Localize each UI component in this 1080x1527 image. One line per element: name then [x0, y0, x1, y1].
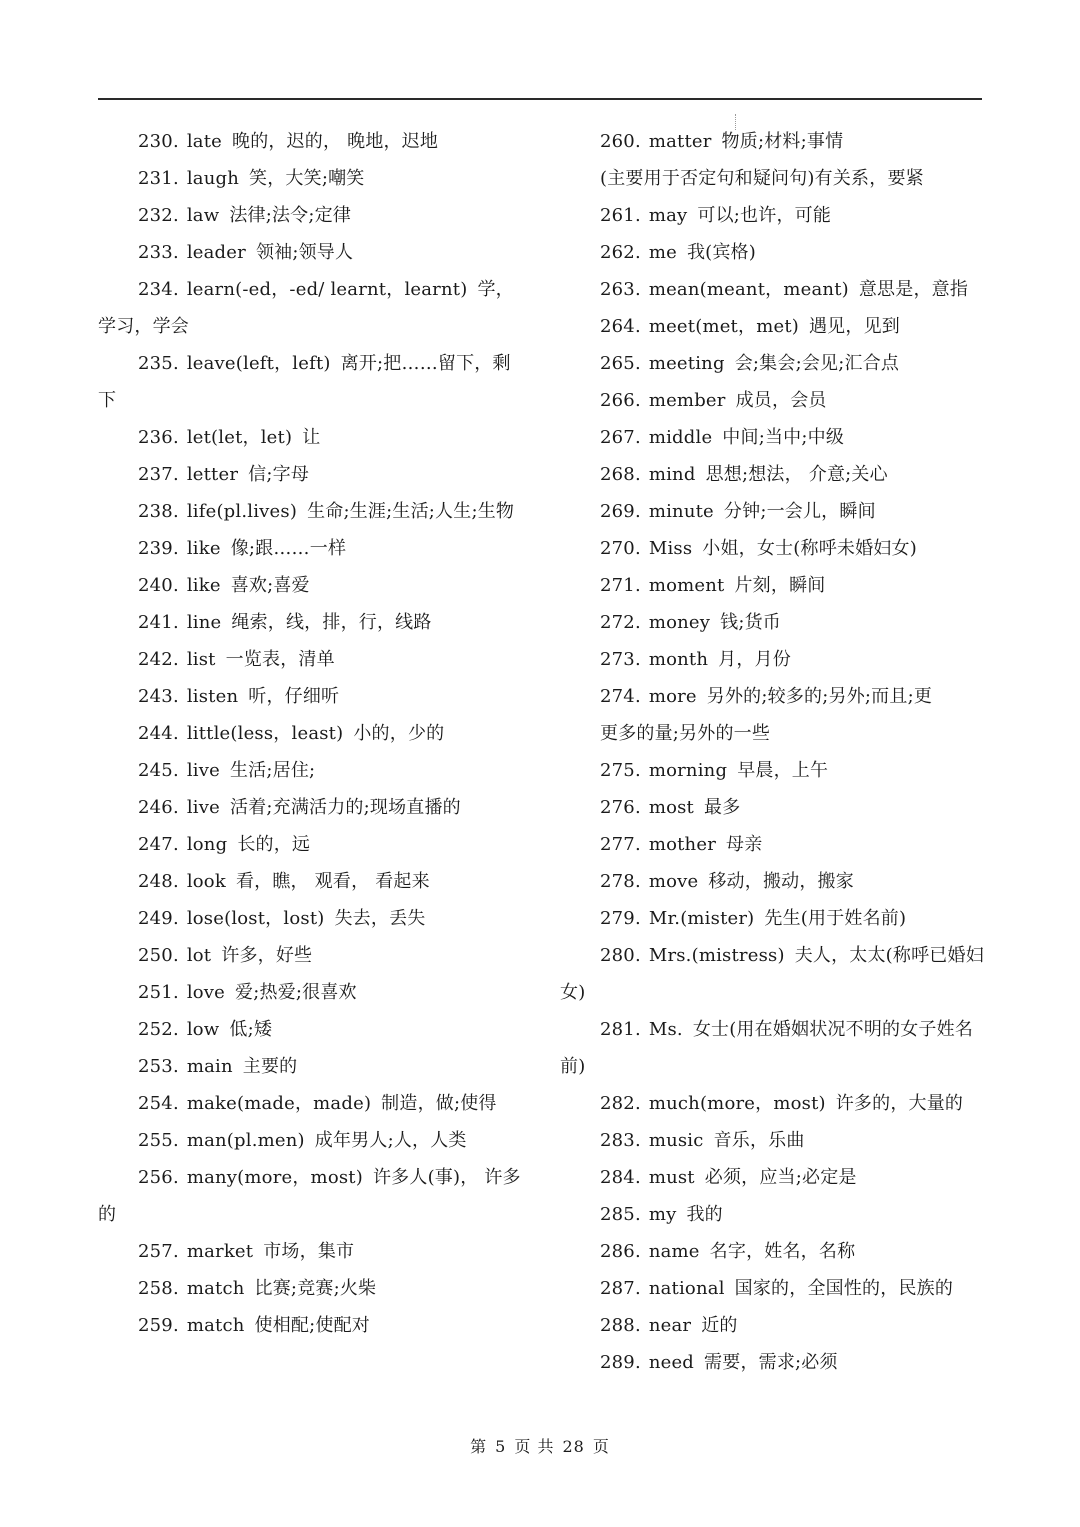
entry-word: leave(left，left): [186, 353, 331, 374]
vocab-entry: [560, 1159, 984, 1196]
entry-word: live: [186, 797, 220, 818]
entry-meaning: 早晨，上午: [737, 760, 829, 781]
entry-number: 255.: [138, 1130, 179, 1151]
entry-meaning: 会;集会;会见;汇合点: [734, 353, 900, 374]
vocab-entry: [560, 641, 984, 678]
entry-meaning: 爱;热爱;很喜欢: [235, 982, 357, 1003]
entry-word: like: [186, 575, 221, 596]
entry-number: 279.: [600, 908, 641, 929]
entry-meaning: 我的: [686, 1204, 723, 1225]
vocab-entry: [98, 641, 524, 678]
entry-word: list: [186, 649, 216, 670]
entry-number: 246.: [138, 797, 179, 818]
entry-meaning: 使相配;使配对: [254, 1315, 370, 1336]
entry-number: 251.: [138, 982, 179, 1003]
entry-meaning: 音乐，乐曲: [713, 1130, 805, 1151]
entry-word: month: [648, 649, 709, 670]
entry-word: more: [648, 686, 697, 707]
entry-word: look: [186, 871, 226, 892]
vocab-entry: [98, 715, 524, 752]
entry-number: 265.: [600, 353, 641, 374]
entry-meaning: 先生(用于姓名前): [764, 908, 907, 929]
entry-word: main: [186, 1056, 233, 1077]
entry-word: matter: [648, 131, 712, 152]
vocab-entry: [98, 1159, 524, 1233]
vocab-entry: [98, 493, 524, 530]
entry-meaning: 信;字母: [248, 464, 310, 485]
entry-word: most: [648, 797, 694, 818]
vocab-entry: [560, 863, 984, 900]
vocab-entry: [560, 604, 984, 641]
vocab-entry: [98, 271, 524, 345]
entry-meaning: 看，瞧， 观看， 看起来: [235, 871, 430, 892]
entry-word: line: [186, 612, 222, 633]
entry-number: 250.: [138, 945, 179, 966]
entry-meaning: 离开;把……留下，剩下: [98, 353, 511, 411]
entry-meaning: 夫人，太太(称呼已婚妇女): [560, 945, 984, 1003]
vocab-entry: [560, 1307, 984, 1344]
entry-word: mother: [648, 834, 717, 855]
entry-word: member: [648, 390, 726, 411]
entry-word: let(let，let): [186, 427, 293, 448]
entry-number: 270.: [600, 538, 641, 559]
entry-number: 268.: [600, 464, 641, 485]
entry-number: 243.: [138, 686, 179, 707]
vocab-entry: [560, 1011, 984, 1085]
entry-word: long: [186, 834, 228, 855]
entry-number: 239.: [138, 538, 179, 559]
entry-number: 266.: [600, 390, 641, 411]
entry-number: 237.: [138, 464, 179, 485]
vocab-entry: [560, 752, 984, 789]
page-footer: [0, 1434, 1080, 1457]
entry-word: near: [648, 1315, 692, 1336]
entry-meaning: 比赛;竞赛;火柴: [254, 1278, 377, 1299]
entry-number: 280.: [600, 945, 641, 966]
vocab-entry: [98, 1011, 524, 1048]
entry-number: 248.: [138, 871, 179, 892]
entry-number: 249.: [138, 908, 179, 929]
entry-word: love: [186, 982, 226, 1003]
entry-meaning: 活着;充满活力的;现场直播的: [229, 797, 461, 818]
vocab-entry: [560, 900, 984, 937]
entry-number: 263.: [600, 279, 641, 300]
vocab-entry: [560, 1270, 984, 1307]
entry-meaning: 让: [302, 427, 321, 448]
vocab-entry: [98, 1048, 524, 1085]
entry-meaning: 生命;生涯;生活;人生;生物: [307, 501, 515, 522]
entry-number: 242.: [138, 649, 179, 670]
entry-number: 236.: [138, 427, 179, 448]
entry-number: 287.: [600, 1278, 641, 1299]
entry-meaning: 笑，大笑;嘲笑: [249, 168, 365, 189]
vocab-entry: [98, 123, 524, 160]
entry-meaning: 思想;想法， 介意;关心: [705, 464, 888, 485]
entry-meaning: 许多人(事)， 许多的: [98, 1167, 521, 1225]
entry-number: 256.: [138, 1167, 179, 1188]
vocab-entry: [560, 567, 984, 604]
entry-meaning: 法律;法令;定律: [229, 205, 352, 226]
entry-word: like: [186, 538, 221, 559]
vocab-entry: [560, 160, 984, 197]
vocab-entry: [98, 678, 524, 715]
vocab-entry: [98, 1233, 524, 1270]
entry-word: lot: [186, 945, 212, 966]
vocab-entry: [560, 271, 984, 308]
entry-number: 241.: [138, 612, 179, 633]
vocab-entry: [98, 974, 524, 1011]
entry-word: move: [648, 871, 699, 892]
entry-word: Mr.(mister): [648, 908, 755, 929]
entry-meaning: 需要，需求;必须: [704, 1352, 838, 1373]
vocab-entry: [98, 900, 524, 937]
vocab-list-left: [98, 123, 524, 1344]
entry-meaning: 母亲: [726, 834, 763, 855]
entry-number: 273.: [600, 649, 641, 670]
entry-meaning: 遇见，见到: [808, 316, 900, 337]
vocab-entry: [560, 1122, 984, 1159]
entry-meaning: 物质;材料;事情: [721, 131, 844, 152]
entry-word: minute: [648, 501, 714, 522]
entry-number: 240.: [138, 575, 179, 596]
entry-word: little(less，least): [186, 723, 344, 744]
entry-word: need: [648, 1352, 695, 1373]
entry-meaning: 小姐，女士(称呼未婚妇女): [702, 538, 917, 559]
entry-word: make(made，made): [186, 1093, 372, 1114]
vocab-entry: [98, 530, 524, 567]
vocab-entry: [560, 345, 984, 382]
vocab-entry: [560, 234, 984, 271]
entry-number: 244.: [138, 723, 179, 744]
entry-meaning: 长的，远: [237, 834, 311, 855]
vocab-entry: [560, 419, 984, 456]
vocab-entry: [98, 567, 524, 604]
entry-word: Mrs.(mistress): [648, 945, 785, 966]
entry-word: man(pl.men): [186, 1130, 305, 1151]
entry-number: 276.: [600, 797, 641, 818]
vocab-entry: [560, 382, 984, 419]
entry-number: 282.: [600, 1093, 641, 1114]
entry-number: 257.: [138, 1241, 179, 1262]
entry-word: late: [186, 131, 222, 152]
entry-word: Ms.: [648, 1019, 683, 1040]
entry-word: Miss: [648, 538, 693, 559]
entry-meaning: 片刻，瞬间: [734, 575, 826, 596]
entry-meaning: 失去，丢失: [334, 908, 426, 929]
entry-number: 252.: [138, 1019, 179, 1040]
entry-word: may: [648, 205, 688, 226]
entry-number: 275.: [600, 760, 641, 781]
vocab-entry: [560, 789, 984, 826]
footer-prefix: 第: [470, 1437, 488, 1456]
vocab-entry: [560, 456, 984, 493]
footer-middle: 页 共: [514, 1437, 555, 1456]
entry-meaning: 女士(用在婚姻状况不明的女子姓名前): [560, 1019, 974, 1077]
entry-number: 258.: [138, 1278, 179, 1299]
vocab-entry: [98, 234, 524, 271]
entry-number: 254.: [138, 1093, 179, 1114]
entry-meaning: 钱;货币: [720, 612, 782, 633]
entry-meaning: 学，学习，学会: [98, 279, 514, 337]
entry-word: national: [648, 1278, 725, 1299]
entry-meaning: 晚的，迟的， 晚地，迟地: [232, 131, 439, 152]
vocab-entry: [560, 1233, 984, 1270]
entry-meaning: 最多: [704, 797, 741, 818]
entry-word: match: [186, 1315, 245, 1336]
entry-meaning: 主要的: [242, 1056, 298, 1077]
entry-word: low: [186, 1019, 220, 1040]
entry-word: listen: [186, 686, 239, 707]
entry-meaning: 更多的量;另外的一些: [600, 723, 771, 744]
entry-number: 232.: [138, 205, 179, 226]
entry-word: name: [648, 1241, 700, 1262]
entry-meaning: 一览表，清单: [225, 649, 335, 670]
vocab-entry: [98, 1122, 524, 1159]
entry-meaning: 听，仔细听: [248, 686, 340, 707]
entry-number: 264.: [600, 316, 641, 337]
vocab-entry: [98, 789, 524, 826]
entry-number: 235.: [138, 353, 179, 374]
vocab-list-right: [560, 123, 984, 1381]
entry-word: letter: [186, 464, 239, 485]
entry-number: 261.: [600, 205, 641, 226]
entry-word: moment: [648, 575, 725, 596]
entry-number: 245.: [138, 760, 179, 781]
entry-meaning: 小的，少的: [353, 723, 445, 744]
entry-word: my: [648, 1204, 677, 1225]
footer-total-pages: 28: [562, 1437, 585, 1456]
entry-meaning: 领袖;领导人: [255, 242, 354, 263]
entry-word: live: [186, 760, 220, 781]
entry-number: 267.: [600, 427, 641, 448]
entry-word: meet(met，met): [648, 316, 799, 337]
entry-meaning: 像;跟……一样: [230, 538, 347, 559]
entry-number: 283.: [600, 1130, 641, 1151]
vocab-entry: [560, 123, 984, 160]
entry-meaning: 必须，应当;必定是: [704, 1167, 857, 1188]
entry-number: 278.: [600, 871, 641, 892]
entry-number: 262.: [600, 242, 641, 263]
entry-word: meeting: [648, 353, 725, 374]
vocab-entry: [560, 308, 984, 345]
vocab-entry: [98, 1307, 524, 1344]
entry-word: mind: [648, 464, 696, 485]
entry-word: match: [186, 1278, 245, 1299]
entry-meaning: 市场，集市: [263, 1241, 355, 1262]
entry-meaning: 名字，姓名，名称: [709, 1241, 856, 1262]
entry-word: me: [648, 242, 677, 263]
entry-meaning: 许多的，大量的: [835, 1093, 964, 1114]
entry-number: 288.: [600, 1315, 641, 1336]
entry-meaning: 中间;当中;中级: [722, 427, 845, 448]
vocab-entry: [560, 197, 984, 234]
vocab-entry: [98, 604, 524, 641]
entry-meaning: 近的: [701, 1315, 738, 1336]
vocab-entry: [98, 160, 524, 197]
entry-meaning: 成年男人;人，人类: [314, 1130, 467, 1151]
entry-number: 269.: [600, 501, 641, 522]
entry-number: 233.: [138, 242, 179, 263]
entry-meaning: 另外的;较多的;另外;而且;更: [706, 686, 933, 707]
entry-meaning: 制造，做;使得: [381, 1093, 497, 1114]
entry-word: must: [648, 1167, 695, 1188]
entry-number: 253.: [138, 1056, 179, 1077]
entry-meaning: 许多，好些: [221, 945, 313, 966]
vocab-entry: [98, 345, 524, 419]
entry-word: much(more，most): [648, 1093, 826, 1114]
entry-number: 234.: [138, 279, 179, 300]
vocab-entry: [560, 1085, 984, 1122]
entry-meaning: 分钟;一会儿，瞬间: [723, 501, 876, 522]
entry-word: life(pl.lives): [186, 501, 298, 522]
entry-word: money: [648, 612, 711, 633]
entry-number: 284.: [600, 1167, 641, 1188]
entry-word: laugh: [186, 168, 240, 189]
vocab-entry: [560, 493, 984, 530]
vocab-entry: [98, 1270, 524, 1307]
vocab-entry: [560, 826, 984, 863]
entry-number: 289.: [600, 1352, 641, 1373]
vocab-entry: [98, 197, 524, 234]
entry-word: mean(meant，meant): [648, 279, 849, 300]
entry-meaning: 成员，会员: [735, 390, 827, 411]
entry-number: 231.: [138, 168, 179, 189]
entry-number: 285.: [600, 1204, 641, 1225]
entry-meaning: 低;矮: [229, 1019, 273, 1040]
footer-current-page: 5: [495, 1437, 507, 1456]
entry-word: middle: [648, 427, 713, 448]
entry-meaning: (主要用于否定句和疑问句)有关系，要紧: [600, 168, 924, 189]
entry-number: 230.: [138, 131, 179, 152]
vocab-entry: [560, 1196, 984, 1233]
entry-meaning: 绳索，线，排，行，线路: [231, 612, 432, 633]
entry-number: 281.: [600, 1019, 641, 1040]
vocab-entry: [98, 826, 524, 863]
vocab-entry: [560, 937, 984, 1011]
entry-word: lose(lost，lost): [186, 908, 325, 929]
entry-meaning: 喜欢;喜爱: [230, 575, 310, 596]
entry-number: 247.: [138, 834, 179, 855]
entry-number: 286.: [600, 1241, 641, 1262]
entry-number: 260.: [600, 131, 641, 152]
entry-meaning: 意思是，意指: [858, 279, 969, 300]
entry-word: learn(-ed，-ed/ learnt，learnt): [186, 279, 468, 300]
entry-word: leader: [186, 242, 246, 263]
entry-number: 272.: [600, 612, 641, 633]
vocab-entry: [98, 937, 524, 974]
entry-word: morning: [648, 760, 728, 781]
entry-meaning: 我(宾格): [686, 242, 756, 263]
vocab-entry: [560, 715, 984, 752]
entry-number: 274.: [600, 686, 641, 707]
vocab-entry: [560, 678, 984, 715]
entry-number: 277.: [600, 834, 641, 855]
entry-number: 271.: [600, 575, 641, 596]
entry-meaning: 移动，搬动，搬家: [708, 871, 854, 892]
vocab-entry: [560, 1344, 984, 1381]
entry-number: 238.: [138, 501, 179, 522]
entry-meaning: 可以;也许，可能: [697, 205, 832, 226]
entry-number: 259.: [138, 1315, 179, 1336]
entry-word: many(more，most): [186, 1167, 363, 1188]
vocab-entry: [98, 863, 524, 900]
entry-meaning: 生活;居住;: [229, 760, 316, 781]
entry-meaning: 国家的，全国性的，民族的: [734, 1278, 954, 1299]
entry-meaning: 月，月份: [718, 649, 791, 670]
footer-suffix: 页: [592, 1437, 610, 1456]
entry-word: law: [186, 205, 220, 226]
vocab-entry: [98, 1085, 524, 1122]
top-horizontal-rule: [98, 98, 982, 100]
vocab-entry: [98, 456, 524, 493]
entry-word: music: [648, 1130, 704, 1151]
entry-word: market: [186, 1241, 254, 1262]
vocab-entry: [560, 530, 984, 567]
vocab-entry: [98, 419, 524, 456]
vocab-entry: [98, 752, 524, 789]
